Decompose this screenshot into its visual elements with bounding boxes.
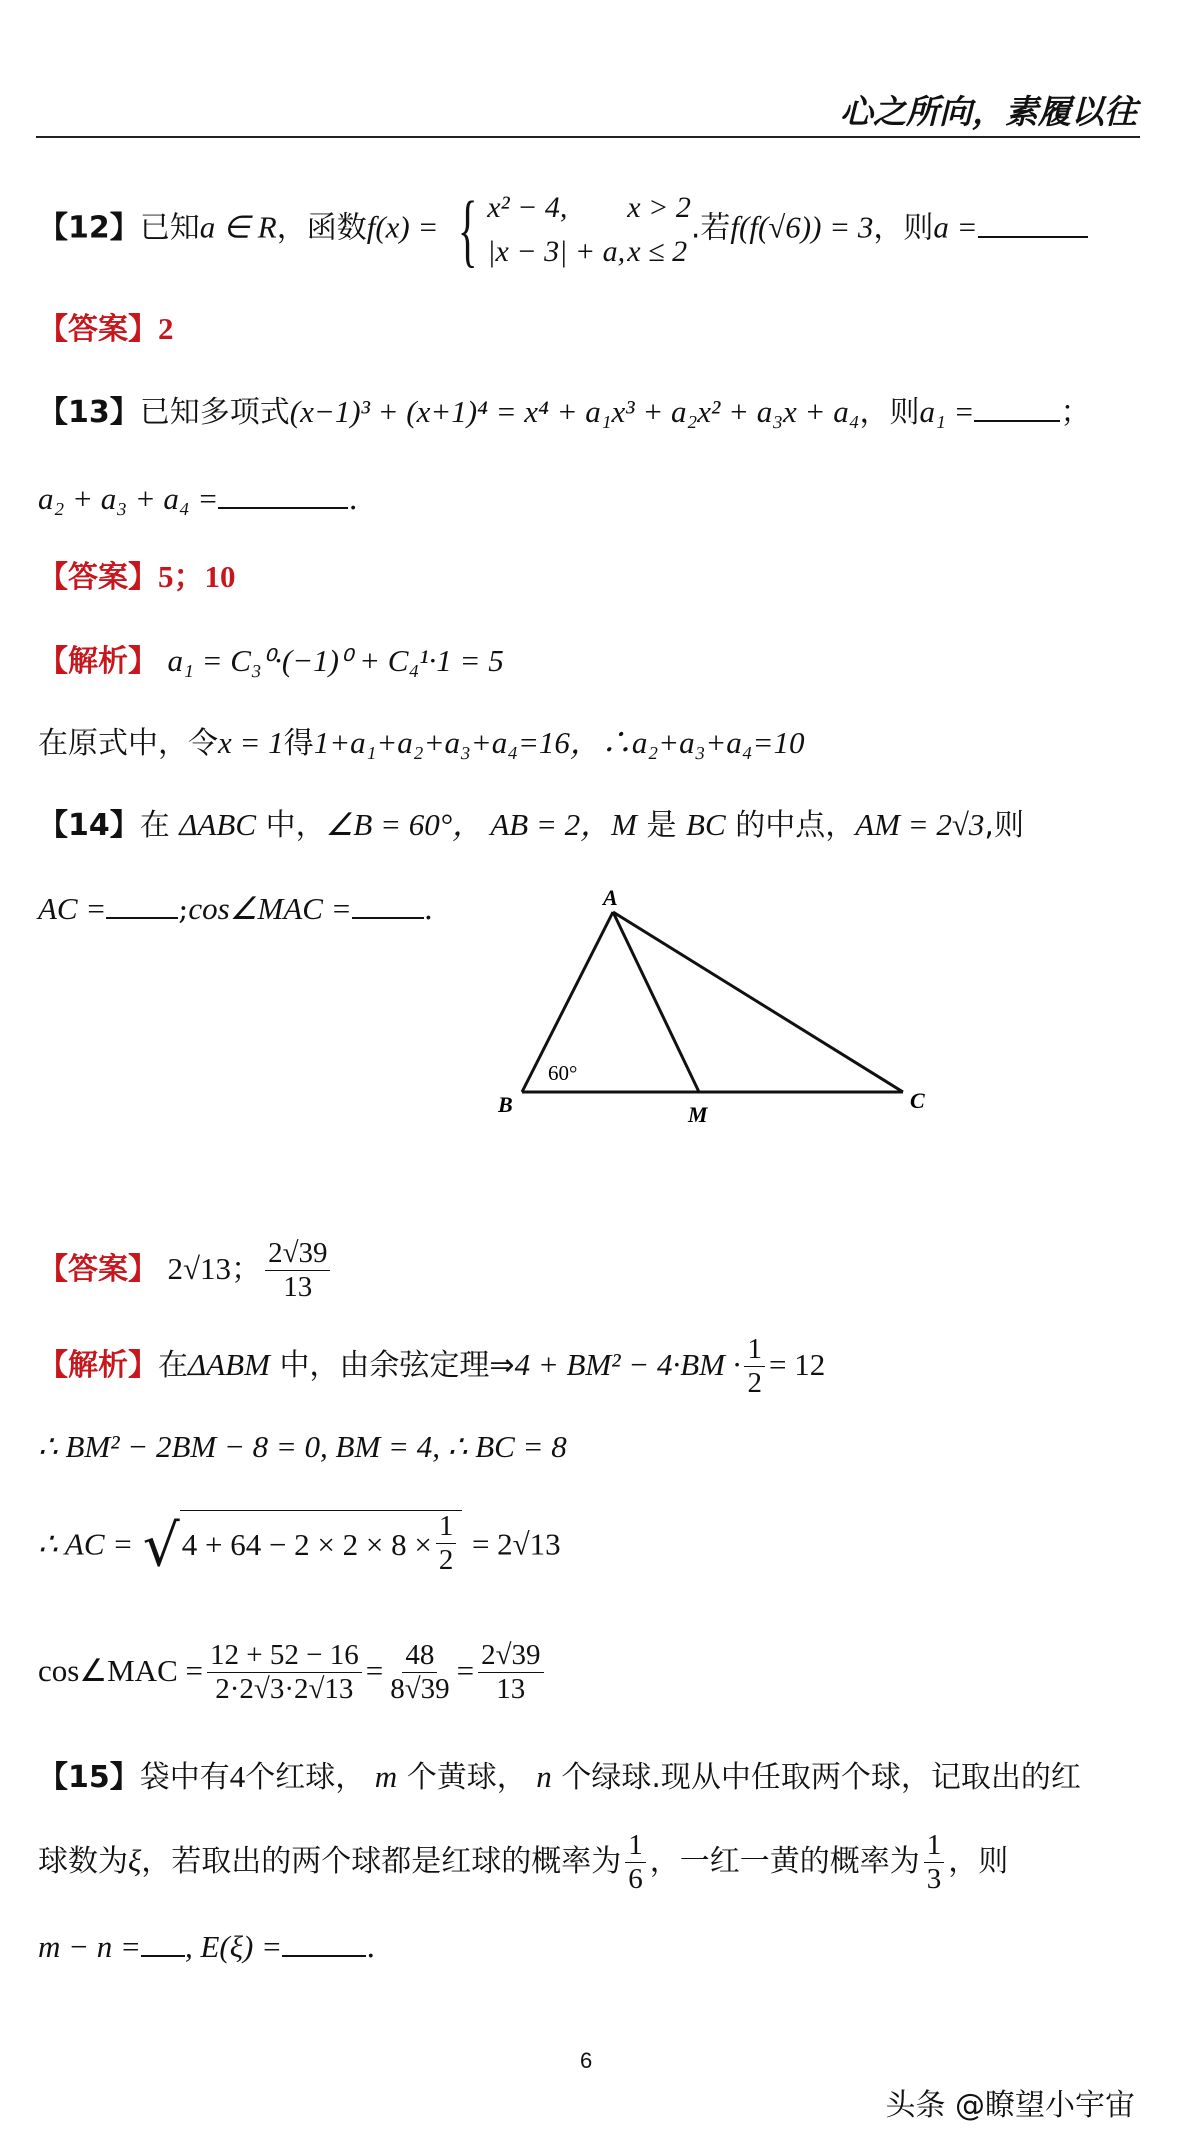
solution-14: 【解析】在ΔABM 中，由余弦定理⇒4 + BM² − 4·BM · $\frac{1}{2}$ = 12 bbox=[38, 1333, 826, 1399]
question-number: 【12】 bbox=[38, 210, 140, 246]
answer-13: 【答案】5；10 bbox=[38, 559, 236, 595]
angle-label: 60° bbox=[548, 1061, 578, 1085]
question-13: 【13】已知多项式(x−1)³ + (x+1)⁴ = x⁴ + a₁x³ + a₂x² + a₃x + a₄，则a₁ = ； bbox=[38, 394, 1091, 430]
label-a: A bbox=[603, 885, 618, 910]
watermark: 头条 @瞭望小宇宙 bbox=[885, 2088, 1135, 2123]
solution-14-line2: ∴ BM² − 2BM − 8 = 0, BM = 4, ∴ BC = 8 bbox=[38, 1429, 567, 1464]
solution-13-line2: 在原式中，令x = 1得1+a₁+a₂+a₃+a₄=16，∴a₂+a₃+a₄=10 bbox=[38, 725, 805, 761]
answer-12: 【答案】2 bbox=[38, 311, 174, 347]
solution-14-line3: ∴ AC = √ 4 + 64 − 2 × 2 × 8 × $\frac{1}{2}$ = 2√13 bbox=[38, 1510, 561, 1580]
answer-14: 【答案】 2√13； $\frac{2√39}{13}$ bbox=[38, 1238, 334, 1304]
label-c: C bbox=[910, 1088, 925, 1113]
question-14-line2: AC = ;cos∠MAC = . bbox=[38, 891, 434, 927]
question-15-line3: m − n = , E(ξ) = . bbox=[38, 1929, 376, 1965]
solution-14-line4: cos∠MAC = $\frac{12 + 52 - 16}{2\cdot 2√3\cdot 2√13}$ = $\frac{48}{8√39}$ = $\frac{2√39}{13}$ bbox=[38, 1640, 548, 1706]
piecewise-function: { x² − 4, x > 2 |x − 3| + a,x ≤ 2 bbox=[457, 183, 691, 275]
question-14: 【14】在 ΔABC 中，∠B = 60°， AB = 2，M 是 BC 的中点，AM = 2√3,则 bbox=[38, 807, 1024, 843]
answer-blank bbox=[141, 1955, 185, 1957]
answer-blank bbox=[282, 1955, 366, 1957]
label-m: M bbox=[688, 1102, 708, 1127]
header-motto: 心之所向，素履以往 bbox=[840, 92, 1137, 131]
question-15: 【15】袋中有4个红球， m 个黄球， n 个绿球.现从中任取两个球，记取出的红 bbox=[38, 1759, 1081, 1795]
label-b: B bbox=[498, 1092, 513, 1117]
question-15-line2: 球数为ξ，若取出的两个球都是红球的概率为 $\frac{1}{6}$ ，一红一黄的概率为 $\frac{1}{3}$ ，则 bbox=[38, 1829, 1009, 1895]
question-13-line2: a₂ + a₃ + a₄ = . bbox=[38, 481, 358, 517]
page-number: 6 bbox=[580, 2048, 593, 2073]
question-12: 【12】已知a ∈ R，函数f(x) = { x² − 4, x > 2 |x − 3| + a,x ≤ 2 .若f(f(√6)) = 3，则a = bbox=[38, 186, 1088, 273]
solution-13: 【解析】 a₁ = C₃⁰·(−1)⁰ + C₄¹·1 = 5 bbox=[38, 643, 504, 679]
